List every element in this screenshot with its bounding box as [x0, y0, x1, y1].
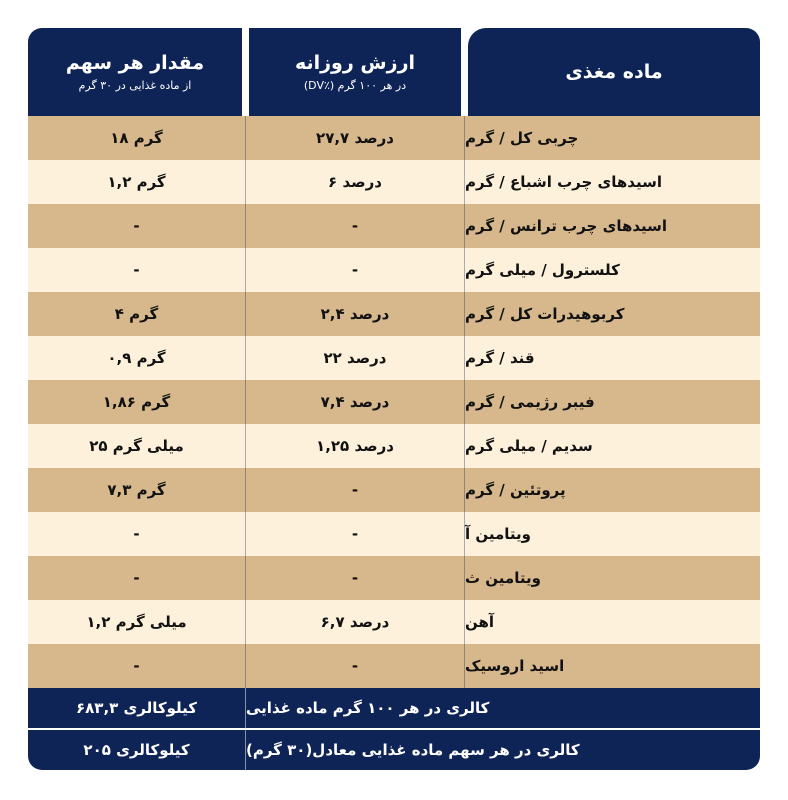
daily-value-cell: ۲۷,۷ درصد [246, 116, 465, 160]
nutrient-cell: ویتامین ث [465, 569, 541, 587]
serving-amount-cell: ۱,۲ گرم [28, 160, 246, 204]
daily-value-cell: - [246, 468, 465, 512]
daily-value-cell: ۱,۲۵ درصد [246, 424, 465, 468]
table-row [28, 468, 760, 512]
serving-amount-cell: ۰,۹ گرم [28, 336, 246, 380]
calories-per-serving-value: ۲۰۵ کیلوکالری [28, 730, 246, 770]
table-row [28, 512, 760, 556]
daily-value-cell: - [246, 248, 465, 292]
table-row [28, 556, 760, 600]
daily-value-cell: ۷,۴ درصد [246, 380, 465, 424]
serving-amount-cell: - [28, 248, 246, 292]
nutrient-cell: کربوهیدرات کل / گرم [465, 305, 625, 323]
header-nutrient [468, 28, 760, 116]
nutrient-cell: اسید اروسیک [465, 657, 565, 675]
nutrient-cell: کلسترول / میلی گرم [465, 261, 620, 279]
daily-value-cell: ۲,۴ درصد [246, 292, 465, 336]
header-daily-value-subtitle: (DV٪) در هر ۱۰۰ گرم [303, 78, 407, 92]
nutrient-cell: سدیم / میلی گرم [465, 437, 593, 455]
serving-amount-cell: ۲۵ میلی گرم [28, 424, 246, 468]
table-row [28, 248, 760, 292]
header-nutrient-title: ماده مغذی [565, 60, 663, 83]
daily-value-cell: - [246, 644, 465, 688]
footer-calories-per-serving [28, 730, 760, 770]
serving-amount-cell: - [28, 644, 246, 688]
header-serving-title: مقدار هر سهم [65, 52, 205, 74]
table-row [28, 116, 760, 160]
table-row [28, 380, 760, 424]
daily-value-cell: ۶,۷ درصد [246, 600, 465, 644]
table-row [28, 600, 760, 644]
nutrient-cell: آهن [465, 613, 495, 631]
calories-per-serving-label: کالری در هر سهم ماده غذایی معادل(۳۰ گرم) [246, 741, 580, 759]
daily-value-cell: ۲۲ درصد [246, 336, 465, 380]
table-row [28, 292, 760, 336]
serving-amount-cell: - [28, 512, 246, 556]
header-serving-subtitle: از ماده غذایی در ۳۰ گرم [78, 78, 192, 92]
daily-value-cell: - [246, 556, 465, 600]
nutrient-cell: فیبر رژیمی / گرم [465, 393, 595, 411]
header-daily-value [249, 28, 461, 116]
table-row [28, 204, 760, 248]
daily-value-cell: - [246, 512, 465, 556]
nutrient-cell: پروتئین / گرم [465, 481, 566, 499]
table-row [28, 336, 760, 380]
daily-value-cell: - [246, 204, 465, 248]
serving-amount-cell: ۱۸ گرم [28, 116, 246, 160]
nutrient-cell: ویتامین آ [465, 525, 531, 543]
table-row [28, 160, 760, 204]
nutrient-cell: قند / گرم [465, 349, 535, 367]
serving-amount-cell: ۱,۲ میلی گرم [28, 600, 246, 644]
table-row [28, 424, 760, 468]
table-row [28, 644, 760, 688]
daily-value-cell: ۶ درصد [246, 160, 465, 204]
nutrient-cell: اسیدهای چرب ترانس / گرم [465, 217, 668, 235]
calories-per-100g-label: کالری در هر ۱۰۰ گرم ماده غذایی [246, 699, 490, 717]
table-body [28, 116, 760, 688]
nutrition-table [28, 28, 760, 770]
serving-amount-cell: ۷,۳ گرم [28, 468, 246, 512]
serving-amount-cell: - [28, 556, 246, 600]
header-serving-amount [28, 28, 242, 116]
header-daily-value-title: ارزش روزانه [294, 52, 416, 74]
nutrient-cell: اسیدهای چرب اشباع / گرم [465, 173, 662, 191]
serving-amount-cell: ۱,۸۶ گرم [28, 380, 246, 424]
serving-amount-cell: ۴ گرم [28, 292, 246, 336]
footer-calories-per-100g [28, 688, 760, 728]
serving-amount-cell: - [28, 204, 246, 248]
calories-per-100g-value: ۶۸۳,۳ کیلوکالری [28, 688, 246, 728]
nutrient-cell: چربی کل / گرم [465, 129, 579, 147]
